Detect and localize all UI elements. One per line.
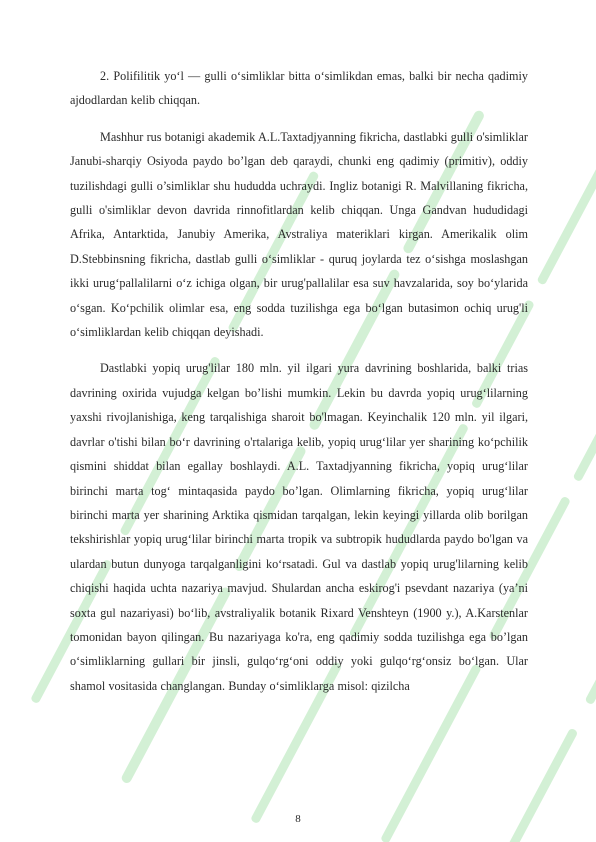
paragraph: Mashhur rus botanigi akademik A.L.Taxtadjyanning fikricha, dastlabki gulli o'simliklar Janubi-sharqiy Osiyoda paydo bo’lgan deb qaraydi, chunki eng qadimiy (primitiv), oddiy tuzilishdagi gulli o’simliklar shu hududda uchraydi. Ingliz botanigi R. Malvillaning fikricha, gulli o'simliklar devon davrida rinnofitlardan kelib chiqqan. Unga Gandvan hududidagi Afrika, Antarktida, Janubiy Amerika, Avstraliya materiklari kirgan. Amerikalik olim D.Stebbinsning fikricha, dastlab gulli o‘simliklar - quruq joylarda tez o‘sishga moslashgan ikki urug‘pallalilarni o‘z ichiga olgan, bir urug'pallalilar esa suv havzalarida, soy bo‘ylarida o‘sgan. Ko‘pchilik olimlar esa, eng sodda tuzilishga ega bo‘lgan butasimon ochiq urug'li o‘simliklardan kelib chiqqan deyishadi.: [70, 129, 528, 340]
paragraph: Dastlabki yopiq urug'lilar 180 mln. yil ilgari yura davrining boshlarida, balki trias davrining oxirida vujudga kelgan bo’lishi mumkin. Lekin bu davrda yopiq urug‘lilarning yaxshi rivojlanishiga, keng tarqalishiga sharoit bo'lmagan. Keyinchalik 120 mln. yil ilgari, davrlar o'tishi bilan bo‘r davrining o'rtalariga kelib, yopiq urug‘lilar yer sharining ko‘pchilik qismini shiddat bilan egallay boshlaydi. A.L. Taxtadjyanning fikricha, yopiq urug‘lilar birinchi marta tog‘ mintaqasida paydo bo’lgan. Olimlarning fikricha, yopiq urug‘lilar birinchi marta yer sharining Arktika qismidan tarqalgan, lekin keyingi yillarda olib borilgan tekshirishlar yopiq urug‘lilar birinchi marta tropik va subtropik hududlarda paydo bo'lgan va ulardan butun dunyoga tarqalganligini ko‘rsatadi. Gul va dastlab yopiq urug'lilarning kelib chiqishi haqida uchta nazariya mavjud. Shulardan ancha eskirog'i psevdant nazariya (ya’ni soxta gul nazariyasi) bo‘lib, avstraliyalik botanik Rixard Venshteyn (1900 y.), A.Karstenlar tomonidan bayon qilingan. Bu nazariyaga ko'ra, eng qadimiy sodda tuzilishga ega bo’lgan o‘simliklarning gullari bir jinsli, gulqo‘rg‘oni oddiy yoki gulqo‘rg‘onsiz bo‘lgan. Ular shamol vositasida changlangan. Bunday o‘simliklarga misol: qizilcha: [70, 361, 528, 693]
document-body: [70, 64, 528, 710]
paragraph: 2. Polifilitik yo‘l — gulli o‘simliklar bitta o‘simlikdan emas, balki bir necha qadimiy ajdodlardan kelib chiqqan.: [70, 69, 528, 108]
page-number: 8: [295, 813, 301, 825]
